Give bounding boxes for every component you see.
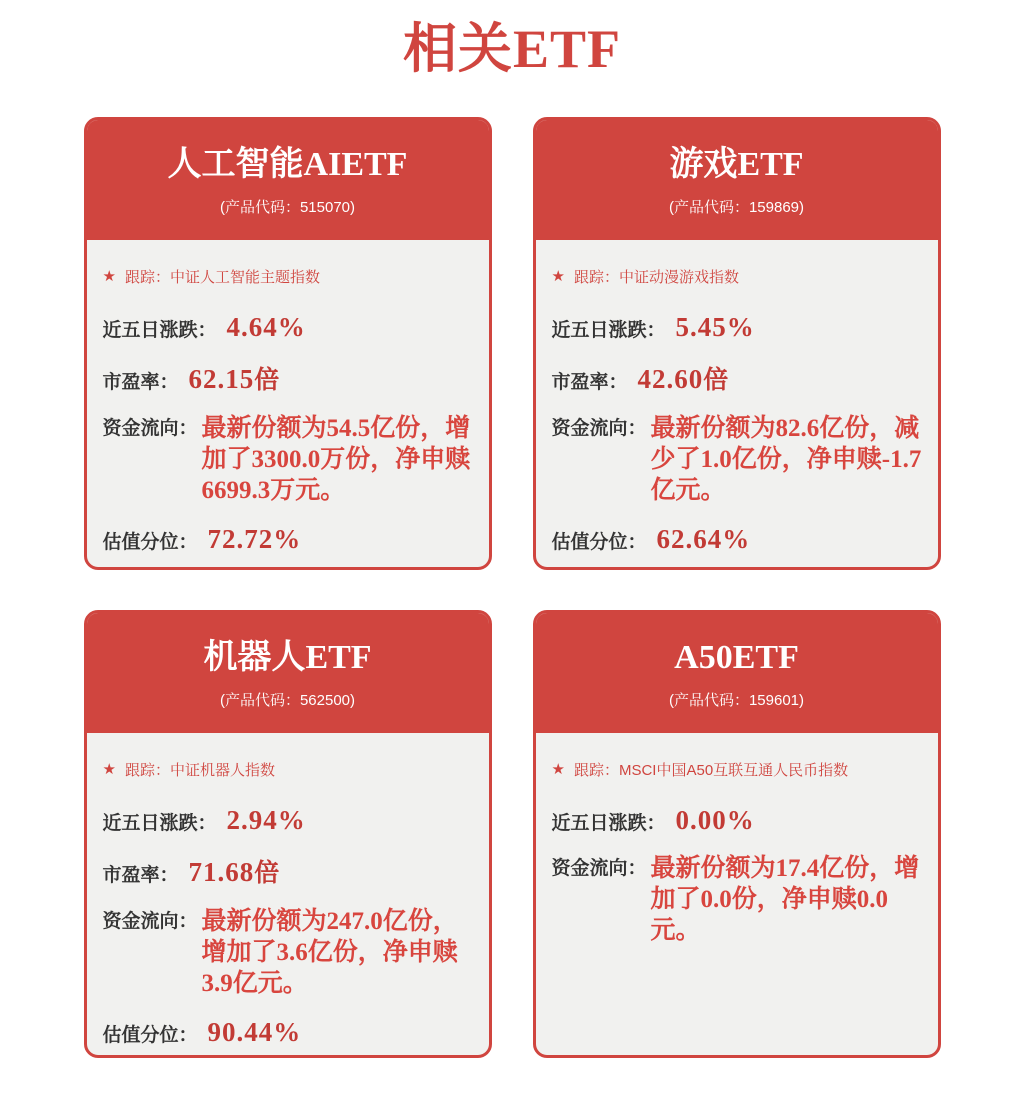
- change-row: [552, 312, 922, 343]
- flow-label: 资金流向：: [102, 911, 198, 932]
- etf-name-en: ETF: [737, 145, 804, 183]
- change-value: 4.64%: [226, 312, 306, 342]
- page-title: [0, 16, 1024, 82]
- pe-label: 市盈率：: [102, 372, 179, 393]
- track-index: 中证人工智能主题指数: [169, 269, 320, 286]
- product-code: (产品代码：515070): [219, 198, 356, 216]
- valuation-label: 估值分位：: [102, 532, 198, 553]
- valuation-row: [103, 1017, 473, 1048]
- etf-name-en: A50ETF: [674, 638, 799, 676]
- card-header: [87, 120, 489, 240]
- product-code: (产品代码：562500): [219, 691, 356, 709]
- flow-row: [552, 413, 922, 506]
- card-header: [536, 613, 938, 733]
- etf-name-en: ETF: [305, 638, 372, 676]
- pe-row: [103, 853, 473, 889]
- change-row: [103, 805, 473, 836]
- valuation-value: 90.44%: [207, 1017, 302, 1047]
- pe-value: 62.15: [188, 364, 255, 394]
- change-row: [103, 312, 473, 343]
- tracked-index-row: [103, 759, 473, 780]
- pe-suffix: 倍: [703, 366, 729, 394]
- pe-value: 42.60: [637, 364, 704, 394]
- change-value: 5.45%: [675, 312, 755, 342]
- change-row: [552, 805, 922, 836]
- etf-name-en: AIETF: [303, 145, 408, 183]
- flow-text: 最新份额为17.4亿份，增加了0.0份，净申赎0.0元。: [650, 855, 920, 944]
- valuation-row: [552, 524, 922, 555]
- page-title-zh: 相关: [402, 19, 513, 79]
- track-index: 中证动漫游戏指数: [618, 269, 739, 286]
- pe-label: 市盈率：: [551, 372, 628, 393]
- track-label: 跟踪：: [124, 762, 170, 779]
- etf-card-game: [533, 117, 941, 570]
- product-code: (产品代码：159601): [668, 691, 805, 709]
- etf-name: [168, 144, 408, 185]
- flow-text: 最新份额为82.6亿份，减少了1.0亿份，净申赎-1.7亿元。: [650, 415, 922, 504]
- pe-row: [103, 360, 473, 396]
- flow-label: 资金流向：: [551, 858, 647, 879]
- card-header: [87, 613, 489, 733]
- flow-text: 最新份额为54.5亿份，增加了3300.0万份，净申赎6699.3万元。: [201, 415, 471, 504]
- pe-suffix: 倍: [254, 366, 280, 394]
- pe-value: 71.68: [188, 857, 255, 887]
- etf-card-ai: [84, 117, 492, 570]
- star-icon: ★: [551, 761, 565, 778]
- star-icon: ★: [102, 268, 116, 285]
- etf-name-zh: 游戏: [669, 144, 738, 183]
- change-value: 0.00%: [675, 805, 755, 835]
- star-icon: ★: [551, 268, 565, 285]
- track-label: 跟踪：: [573, 762, 619, 779]
- etf-name: [203, 637, 371, 678]
- tracked-index-row: [103, 266, 473, 287]
- valuation-row: [103, 524, 473, 555]
- etf-card-a50: [533, 610, 941, 1058]
- track-index: MSCI中国A50互联互通人民币指数: [618, 762, 849, 779]
- card-body: [87, 733, 489, 1048]
- change-label: 近五日涨跌：: [102, 813, 217, 834]
- tracked-index-row: [552, 266, 922, 287]
- flow-text: 最新份额为247.0亿份，增加了3.6亿份，净申赎3.9亿元。: [201, 908, 458, 997]
- etf-name-zh: 机器人: [203, 637, 306, 676]
- valuation-label: 估值分位：: [551, 532, 647, 553]
- flow-row: [552, 853, 922, 946]
- track-index: 中证机器人指数: [169, 762, 275, 779]
- track-label: 跟踪：: [573, 269, 619, 286]
- change-label: 近五日涨跌：: [102, 320, 217, 341]
- card-body: [536, 240, 938, 555]
- valuation-label: 估值分位：: [102, 1025, 198, 1046]
- etf-name: [669, 144, 803, 185]
- card-body: [87, 240, 489, 555]
- card-header: [536, 120, 938, 240]
- pe-row: [552, 360, 922, 396]
- flow-row: [103, 906, 473, 999]
- flow-label: 资金流向：: [102, 418, 198, 439]
- flow-row: [103, 413, 473, 506]
- tracked-index-row: [552, 759, 922, 780]
- change-label: 近五日涨跌：: [551, 813, 666, 834]
- card-body: [536, 733, 938, 946]
- valuation-value: 62.64%: [656, 524, 751, 554]
- track-label: 跟踪：: [124, 269, 170, 286]
- etf-name-zh: 人工智能: [167, 144, 304, 183]
- change-label: 近五日涨跌：: [551, 320, 666, 341]
- valuation-value: 72.72%: [207, 524, 302, 554]
- pe-suffix: 倍: [254, 859, 280, 887]
- product-code: (产品代码：159869): [668, 198, 805, 216]
- page-title-en: ETF: [512, 19, 622, 79]
- change-value: 2.94%: [226, 805, 306, 835]
- flow-label: 资金流向：: [551, 418, 647, 439]
- star-icon: ★: [102, 761, 116, 778]
- pe-label: 市盈率：: [102, 865, 179, 886]
- etf-name: [674, 637, 799, 678]
- etf-cards-grid: [84, 117, 941, 1058]
- etf-card-robot: [84, 610, 492, 1058]
